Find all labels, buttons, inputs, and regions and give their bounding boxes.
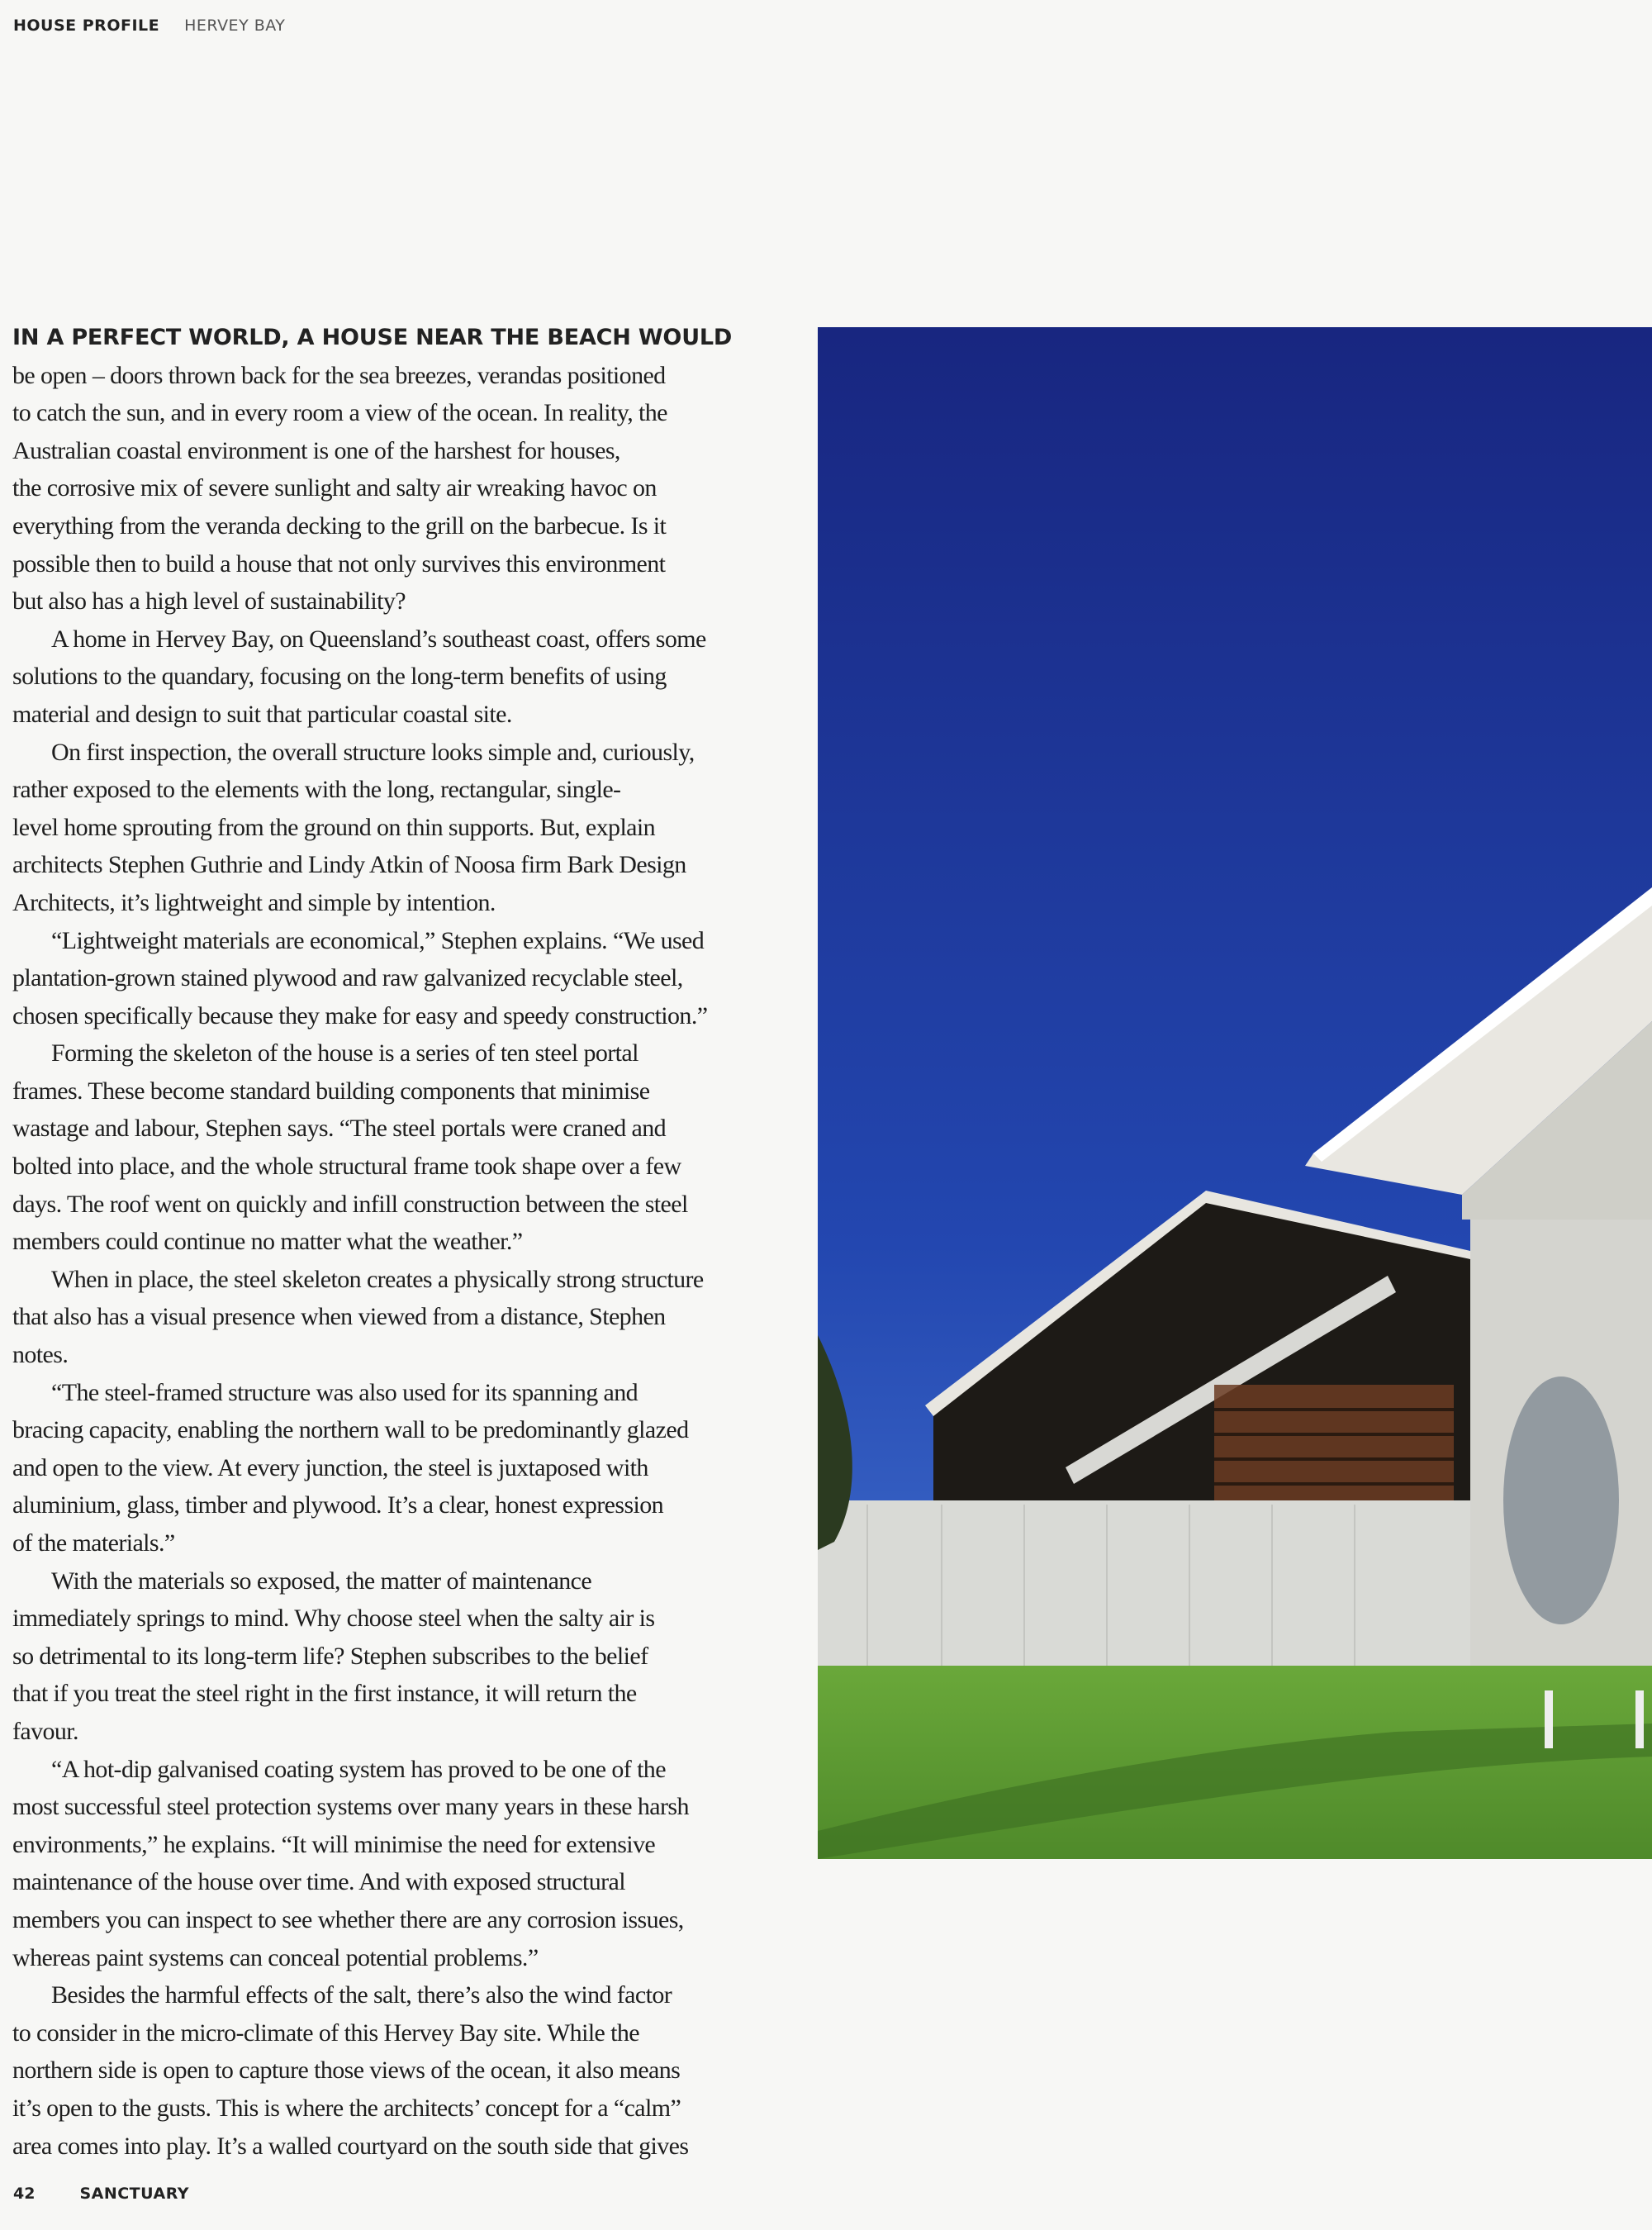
text-line: and open to the view. At every junction, the steel is juxtaposed with [12,1453,648,1481]
text-line: bolted into place, and the whole structural frame took shape over a few [12,1153,681,1181]
text-line: Architects, it’s lightweight and simple by intention. [12,888,496,916]
text-line: “A hot-dip galvanised coating system has proved to be one of the [51,1755,666,1783]
text-line: members you can inspect to see whether there are any corrosion issues, [12,1905,684,1933]
page-footer [13,2185,189,2203]
text-line: “Lightweight materials are economical,” Stephen explains. “We used [51,926,705,954]
text-line: it’s open to the gusts. This is where the architects’ concept for a “calm” [12,2094,681,2122]
text-line: to consider in the micro-climate of this Hervey Bay site. While the [12,2018,640,2047]
house-photo [818,327,1652,1859]
text-line: that if you treat the steel right in the first instance, it will return the [12,1680,637,1708]
text-line: aluminium, glass, timber and plywood. It’s a clear, honest expression [12,1491,664,1519]
magazine-name: SANCTUARY [79,2185,190,2203]
text-line: “The steel-framed structure was also used for its spanning and [51,1378,638,1406]
text-line: Australian coastal environment is one of the harshest for houses, [12,436,620,464]
text-line: On first inspection, the overall structure looks simple and, curiously, [51,738,695,766]
text-line: Besides the harmful effects of the salt, there’s also the wind factor [51,1981,672,2009]
text-line: of the materials.” [12,1529,175,1557]
text-line: notes. [12,1341,69,1369]
running-header [13,17,285,35]
text-line: but also has a high level of sustainability? [12,587,406,616]
paragraph [12,621,797,734]
text-line: members could continue no matter what the weather.” [12,1228,523,1256]
text-line: architects Stephen Guthrie and Lindy Atkin of Noosa firm Bark Design [12,851,686,879]
text-line: most successful steel protection systems over many years in these harsh [12,1793,689,1821]
text-line: Forming the skeleton of the house is a series of ten steel portal [51,1039,638,1067]
text-line: chosen specifically because they make for easy and speedy construction.” [12,1001,708,1029]
paragraph [12,1374,797,1562]
paragraph [12,357,797,621]
text-line: be open – doors thrown back for the sea breezes, verandas positioned [12,361,666,389]
text-line: plantation-grown stained plywood and raw galvanized recyclable steel, [12,964,683,992]
paragraph [12,1562,797,1751]
text-line: level home sprouting from the ground on thin supports. But, explain [12,813,656,841]
text-line: maintenance of the house over time. And with exposed structural [12,1868,625,1896]
text-line: favour. [12,1717,78,1745]
text-line: that also has a visual presence when viewed from a distance, Stephen [12,1303,666,1331]
text-line: A home in Hervey Bay, on Queensland’s southeast coast, offers some [51,625,706,653]
text-line: With the materials so exposed, the matter of maintenance [51,1567,592,1595]
text-line: solutions to the quandary, focusing on the long-term benefits of using [12,663,667,691]
lead-in: IN A PERFECT WORLD, A HOUSE NEAR THE BEACH WOULD [12,325,733,350]
text-line: whereas paint systems can conceal potential problems.” [12,1943,539,1971]
text-line: environments,” he explains. “It will minimise the need for extensive [12,1830,656,1858]
text-line: the corrosive mix of severe sunlight and salty air wreaking havoc on [12,474,657,502]
paragraph [12,922,797,1035]
text-line: days. The roof went on quickly and infill construction between the steel [12,1190,688,1218]
paragraph [12,1751,797,1977]
paragraph [12,1261,797,1374]
page-number: 42 [13,2185,36,2203]
text-line: frames. These become standard building components that minimise [12,1077,650,1105]
text-line: area comes into play. It’s a walled courtyard on the south side that gives [12,2132,689,2160]
paragraph [12,1034,797,1261]
text-line: rather exposed to the elements with the long, rectangular, single- [12,776,621,804]
paragraph [12,734,797,922]
article-body [12,319,797,2165]
text-line: bracing capacity, enabling the northern wall to be predominantly glazed [12,1416,689,1444]
section-label: HOUSE PROFILE [13,17,160,35]
text-line: When in place, the steel skeleton creates a physically strong structure [51,1265,704,1293]
text-line: so detrimental to its long-term life? Stephen subscribes to the belief [12,1642,648,1670]
text-line: possible then to build a house that not only survives this environment [12,549,666,578]
paragraph [12,1976,797,2165]
text-line: wastage and labour, Stephen says. “The steel portals were craned and [12,1115,667,1143]
text-line: material and design to suit that particular coastal site. [12,700,512,728]
text-line: to catch the sun, and in every room a view of the ocean. In reality, the [12,399,667,427]
location-label: HERVEY BAY [184,17,286,35]
text-line: northern side is open to capture those views of the ocean, it also means [12,2056,681,2085]
text-line: everything from the veranda decking to the grill on the barbecue. Is it [12,511,667,540]
text-line: immediately springs to mind. Why choose steel when the salty air is [12,1605,655,1633]
